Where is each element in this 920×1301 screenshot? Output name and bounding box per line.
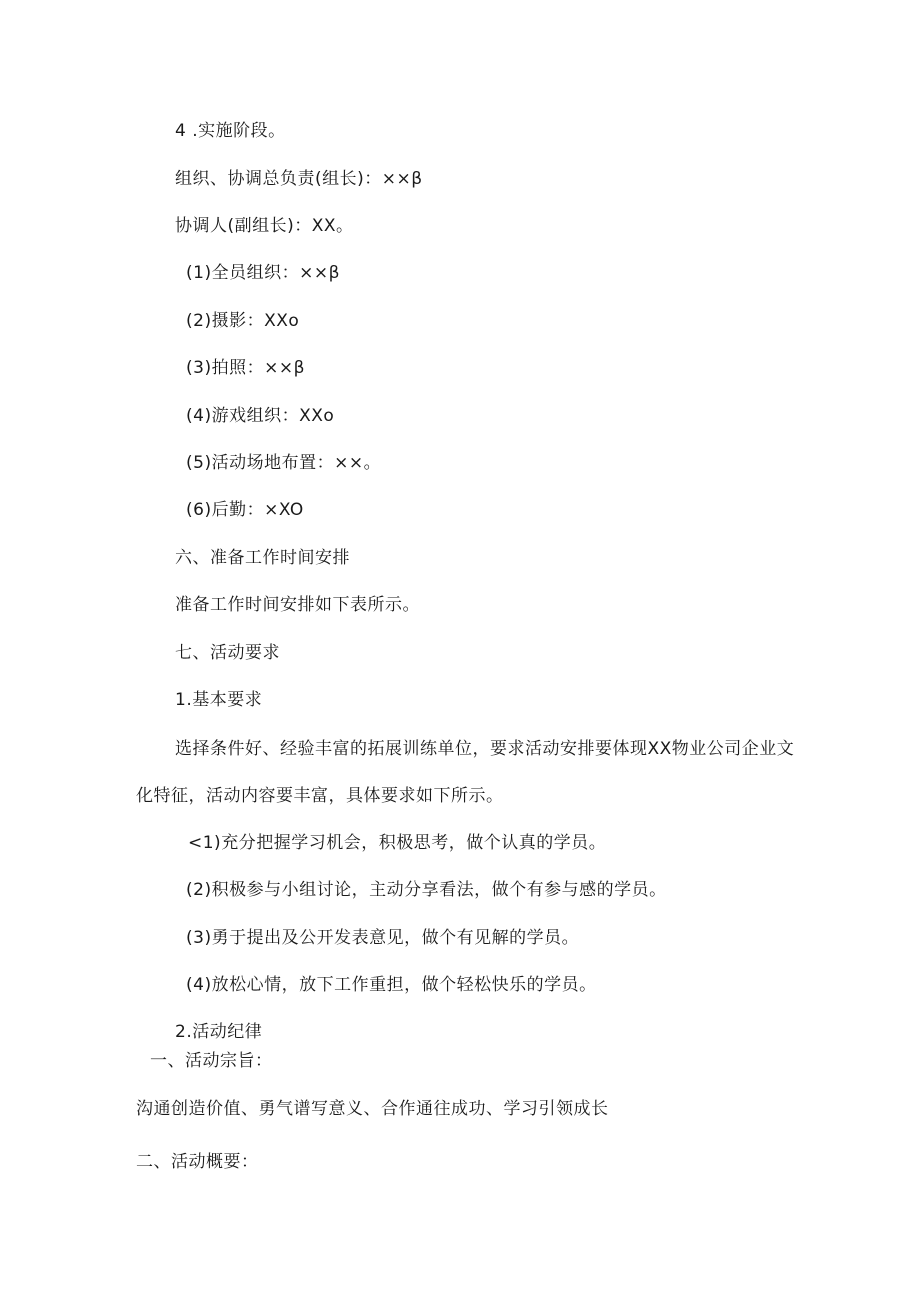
role-item-5: (5)活动场地布置：××。 (186, 453, 382, 473)
stage-4-heading: 4 .实施阶段。 (175, 121, 286, 141)
section-6-body: 准备工作时间安排如下表所示。 (175, 595, 420, 615)
basic-requirements-heading: 1.基本要求 (175, 690, 263, 710)
motto-line: 沟通创造价值、勇气谱写意义、合作通往成功、学习引领成长 (136, 1099, 609, 1119)
requirement-2: (2)积极参与小组讨论，主动分享看法，做个有参与感的学员。 (186, 880, 667, 900)
role-item-4: (4)游戏组织：XXo (186, 406, 335, 426)
purpose-heading: 一、活动宗旨： (150, 1051, 273, 1071)
requirement-4: (4)放松心情，放下工作重担，做个轻松快乐的学员。 (186, 975, 597, 995)
role-item-2: (2)摄影：XXo (186, 311, 300, 331)
overview-heading: 二、活动概要： (136, 1152, 259, 1172)
role-item-3: (3)拍照：××β (186, 358, 305, 378)
section-6-heading: 六、准备工作时间安排 (175, 548, 350, 568)
requirement-1: <1)充分把握学习机会，积极思考，做个认真的学员。 (188, 833, 607, 853)
paragraph-line-1: 选择条件好、经验丰富的拓展训练单位，要求活动安排要体现XX物业公司企业文 (175, 739, 795, 759)
vice-leader-line: 协调人(副组长)：XX。 (175, 216, 354, 236)
requirement-3: (3)勇于提出及公开发表意见，做个有见解的学员。 (186, 928, 580, 948)
role-item-6: (6)后勤：×XO (186, 500, 304, 520)
leader-line: 组织、协调总负责(组长)：××β (175, 169, 423, 189)
discipline-heading: 2.活动纪律 (175, 1022, 263, 1042)
role-item-1: (1)全员组织：××β (186, 263, 340, 283)
section-7-heading: 七、活动要求 (175, 643, 280, 663)
paragraph-line-2: 化特征，活动内容要丰富，具体要求如下所示。 (136, 786, 504, 806)
